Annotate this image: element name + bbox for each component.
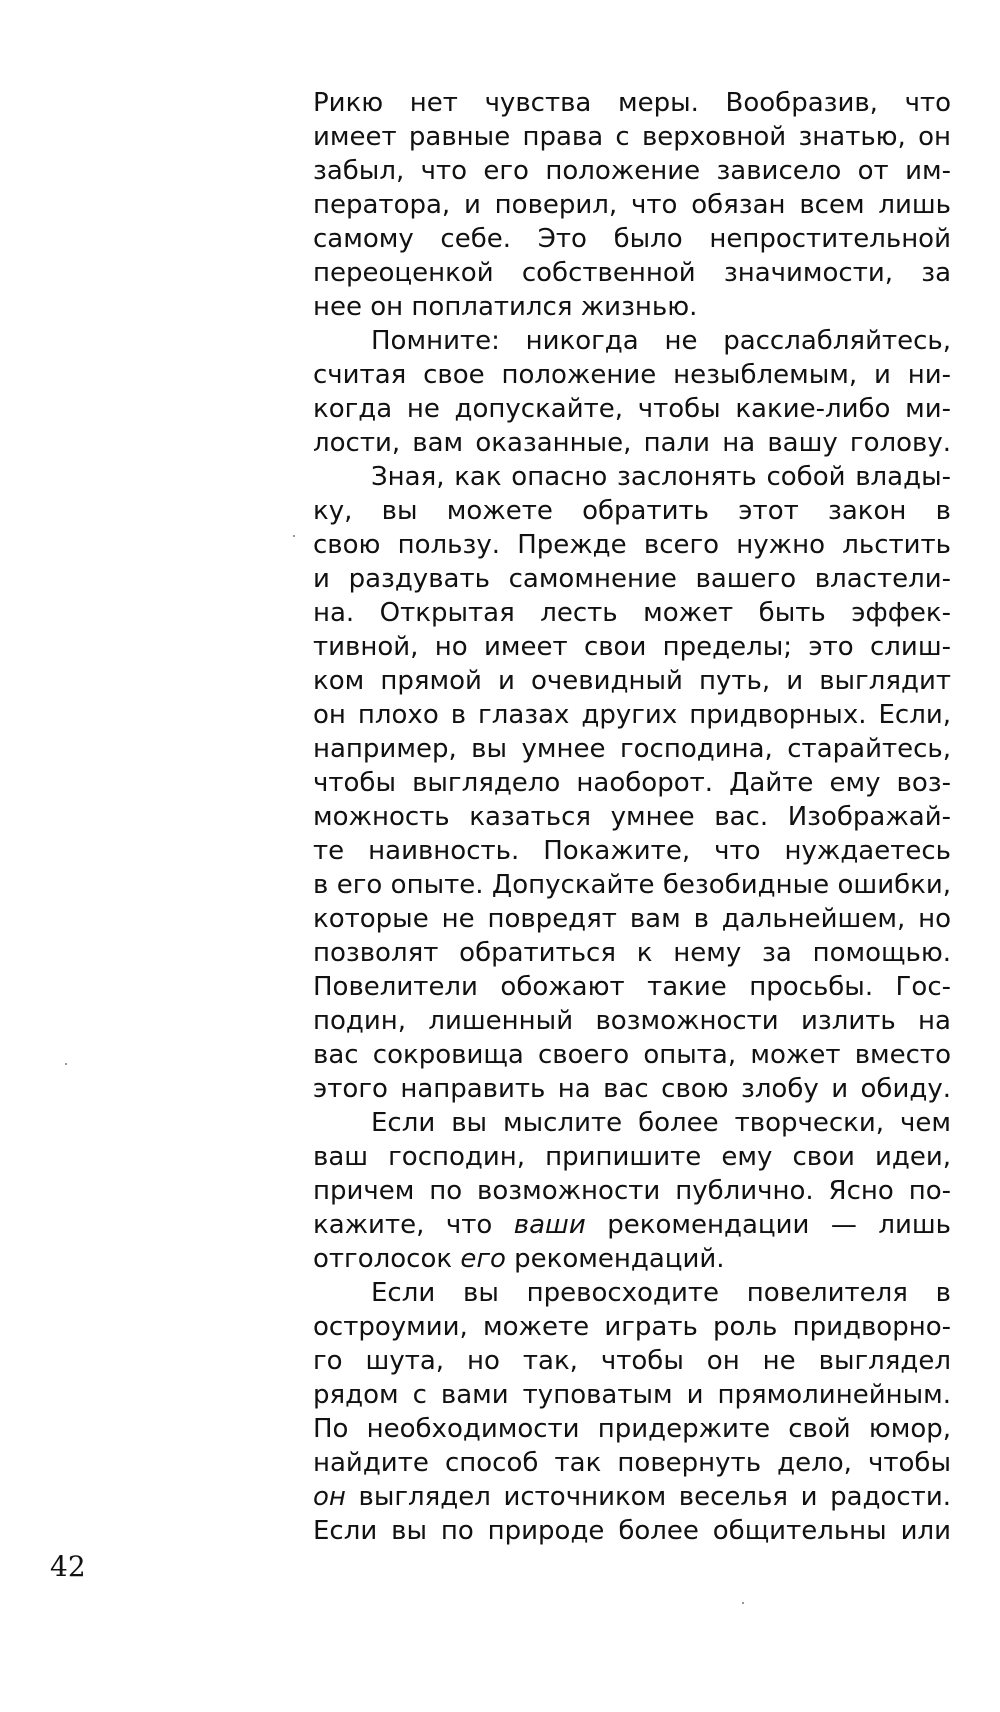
text-line: Если вы по природе более общительны или <box>313 1516 951 1546</box>
text-line: го шута, но так, чтобы он не выглядел <box>313 1346 951 1376</box>
text-line: ваш господин, припишите ему свои идеи, <box>313 1142 951 1172</box>
text-line: ком прямой и очевидный путь, и выглядит <box>313 666 951 696</box>
text-line: например, вы умнее господина, старайтесь, <box>313 734 951 764</box>
text-line: По необходимости придержите свой юмор, <box>313 1414 951 1444</box>
text-segment: рекомендаций. <box>505 1244 725 1274</box>
text-line: переоценкой собственной значимости, за <box>313 258 951 288</box>
text-line: остроумии, можете играть роль придворно- <box>313 1312 951 1342</box>
text-line: Помните: никогда не расслабляйтесь, <box>371 326 951 356</box>
text-line: Рикю нет чувства меры. Вообразив, что <box>313 88 951 118</box>
text-segment: рекомендации — лишь <box>585 1210 952 1240</box>
text-line: чтобы выглядело наоборот. Дайте ему воз- <box>313 768 951 798</box>
text-line: Повелители обожают такие просьбы. Гос- <box>313 972 951 1002</box>
text-line: ператора, и поверил, что обязан всем лишь <box>313 190 951 220</box>
body-text <box>313 86 951 1548</box>
text-line <box>313 1208 951 1242</box>
page-number: 42 <box>50 1550 86 1583</box>
text-line: ку, вы можете обратить этот закон в <box>313 496 951 526</box>
text-line <box>313 1242 951 1276</box>
text-line: вас сокровища своего опыта, может вместо <box>313 1040 951 1070</box>
text-line: имеет равные права с верховной знатью, он <box>313 122 951 152</box>
text-line: самому себе. Это было непростительной <box>313 224 951 254</box>
text-line: подин, лишенный возможности излить на <box>313 1006 951 1036</box>
text-line: Зная, как опасно заслонять собой влады- <box>371 462 951 492</box>
text-line <box>313 1480 951 1514</box>
text-line: рядом с вами туповатым и прямолинейным. <box>313 1380 951 1410</box>
text-line: на. Открытая лесть может быть эффек- <box>313 598 951 628</box>
text-line: те наивность. Покажите, что нуждаетесь <box>313 836 951 866</box>
text-line: и раздувать самомнение вашего властели- <box>313 564 951 594</box>
text-line: забыл, что его положение зависело от им- <box>313 156 951 186</box>
text-line: когда не допускайте, чтобы какие-либо ми- <box>313 394 951 424</box>
text-line: нее он поплатился жизнью. <box>313 292 698 322</box>
text-line: Если вы превосходите повелителя в <box>371 1278 951 1308</box>
text-line: которые не повредят вам в дальнейшем, но <box>313 904 951 934</box>
text-line: найдите способ так повернуть дело, чтобы <box>313 1448 951 1478</box>
text-line: лости, вам оказанные, пали на вашу голову. <box>313 428 951 458</box>
text-segment: выглядел источником веселья и радости. <box>345 1482 951 1512</box>
text-line: Если вы мыслите более творчески, чем <box>371 1108 951 1138</box>
text-line: считая свое положение незыблемым, и ни- <box>313 360 951 390</box>
text-segment: кажите, что <box>313 1210 514 1240</box>
text-line: причем по возможности публично. Ясно по- <box>313 1176 951 1206</box>
italic-word: его <box>460 1244 506 1274</box>
text-segment: отголосок <box>313 1244 461 1274</box>
text-line: можность казаться умнее вас. Изображай- <box>313 802 951 832</box>
italic-word: ваши <box>513 1210 586 1240</box>
text-line: позволят обратиться к нему за помощью. <box>313 938 951 968</box>
scan-speck <box>742 1602 744 1604</box>
text-line: этого направить на вас свою злобу и обиду. <box>313 1074 951 1104</box>
scan-speck <box>65 1063 67 1065</box>
text-line: свою пользу. Прежде всего нужно льстить <box>313 530 951 560</box>
text-line: тивной, но имеет свои пределы; это слиш- <box>313 632 951 662</box>
text-line: он плохо в глазах других придворных. Если, <box>313 700 951 730</box>
italic-word: он <box>313 1482 346 1512</box>
scan-speck <box>293 535 295 537</box>
text-line: в его опыте. Допускайте безобидные ошибки, <box>313 870 951 900</box>
